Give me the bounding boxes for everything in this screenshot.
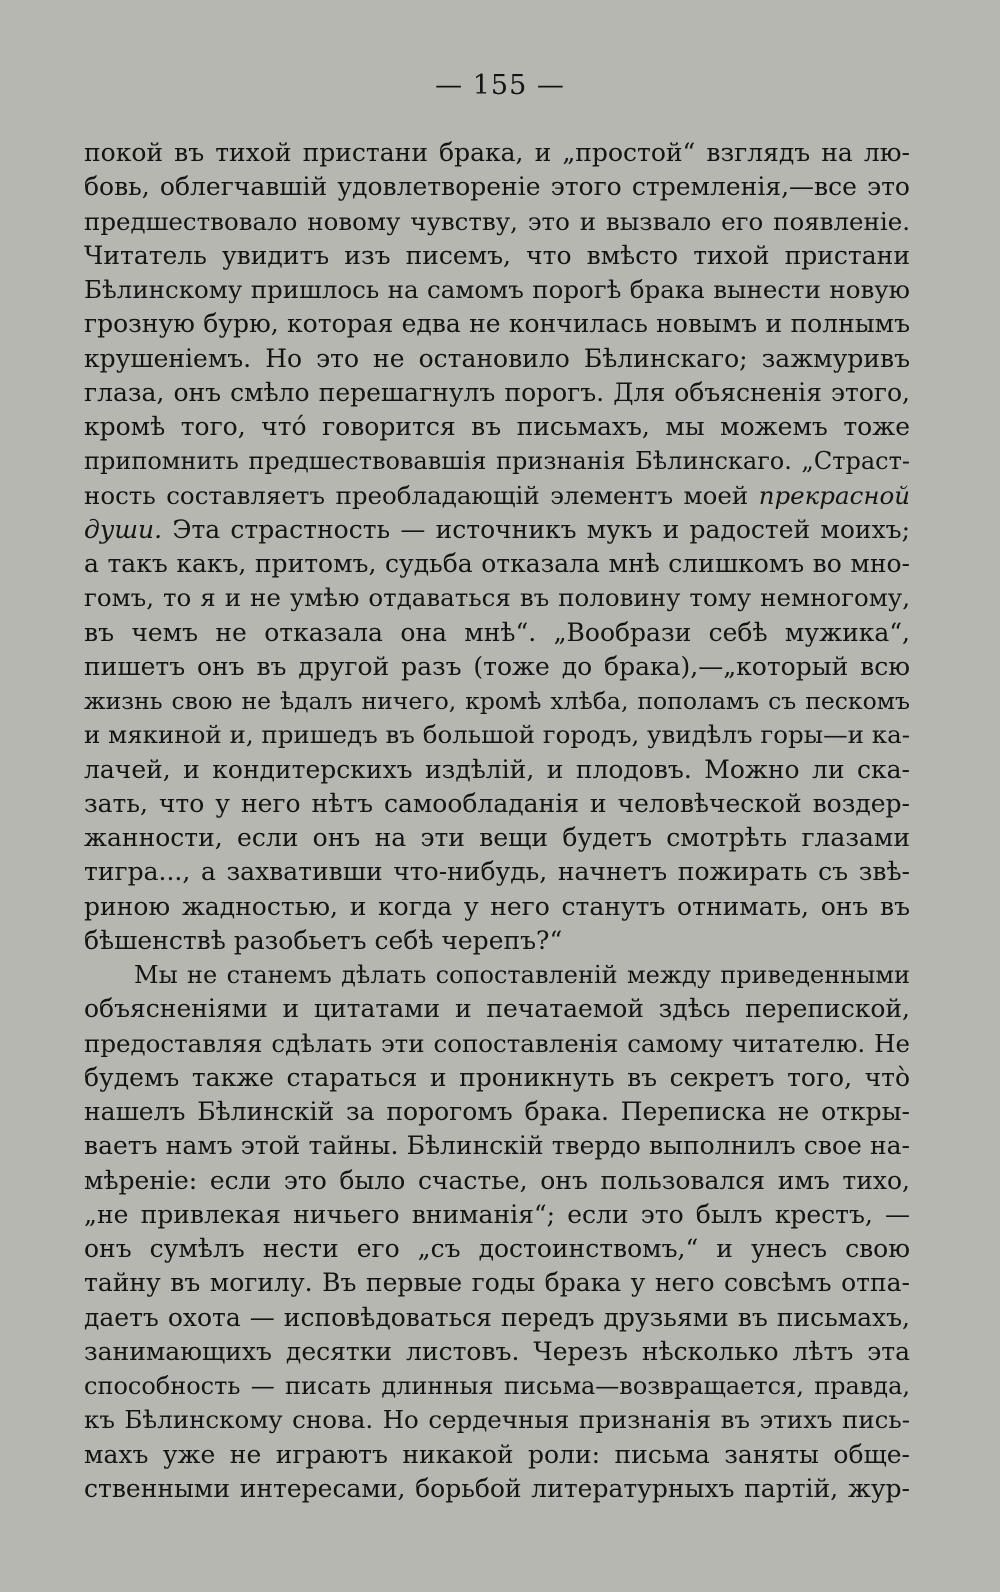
text-line [84,650,910,684]
line-text: покой въ тихой пристани брака, и „простой“ взглядъ на лю- [84,138,910,167]
line-text: зать, что у него нѣтъ самообладанія и человѣческой воздер- [84,788,910,818]
line-text: даетъ охота — исповѣдоваться передъ друзьями въ письмахъ, [84,1302,910,1332]
text-line [84,787,910,821]
text-line [84,513,910,547]
text-line [84,753,910,787]
line-text: махъ уже не играютъ никакой роли: письма заняты обще- [84,1439,910,1469]
text-line [84,376,910,410]
line-text: въ чемъ не отказала она мнѣ“. „Вообрази себѣ мужика“, [84,617,910,647]
line-text: жанности, если онъ на эти вещи будетъ смотрѣть глазами [84,823,910,852]
line-text: „не привлекая ничьего вниманія“; если это былъ крестъ, — [84,1199,910,1229]
line-text: глаза, онъ смѣло перешагнулъ порогъ. Для объясненія этого, [84,377,910,407]
line-text: припомнить предшествовавшія признанія Бѣлинскаго. „Страст- [84,447,910,476]
line-text: предоставляя сдѣлать эти сопоставленія самому читателю. Не [84,1028,910,1058]
line-text: лачей, и кондитерскихъ издѣлій, и плодовъ. Можно ли ска- [84,754,910,784]
text-line [84,1301,910,1335]
line-text: бѣшенствѣ разобьетъ себѣ черепъ?“ [84,925,563,955]
text-line [84,1198,910,1232]
line-text: занимающихъ десятки листовъ. Черезъ нѣсколько лѣтъ эта [84,1336,910,1366]
line-text: тигра..., а захвативши что-нибудь, начнетъ пожирать съ звѣ- [84,857,910,887]
italic-text: прекрасной [758,480,910,510]
line-text: жизнь свою не ѣдалъ ничего, кромѣ хлѣба, пополамъ съ пескомъ [84,687,910,715]
line-text: онъ сумѣлъ нести его „съ достоинствомъ,“ и унесъ свою [84,1234,910,1263]
text-line [84,1266,910,1300]
text-line [84,1369,910,1403]
line-text: гомъ, то я и не умѣю отдаваться въ половину тому немногому, [84,583,910,613]
text-line [84,1403,910,1437]
text-line [84,410,910,444]
text-line [84,1232,910,1266]
text-line [84,342,910,376]
page-number: — 155 — [435,70,565,101]
text-line [84,239,910,273]
line-text: мѣреніе: если это было счастье, онъ пользовался имъ тихо, [84,1165,910,1195]
text-line [84,307,910,341]
line-text: Читатель увидитъ изъ писемъ, что вмѣсто тихой пристани [84,240,910,270]
text-line [84,205,910,239]
line-text: бовь, облегчавшій удовлетвореніе этого стремленія,—все это [84,172,910,202]
text-line [84,581,910,615]
text-line [84,992,910,1026]
text-line [84,1164,910,1198]
line-text: и мякиной и, пришедъ въ большой городъ, увидѣлъ горы—и ка- [84,720,910,750]
text-line [84,1061,910,1095]
text-line [84,1472,910,1506]
text-line [84,547,910,581]
line-text: Эта страстность — источникъ мукъ и радостей моихъ; [172,514,910,544]
line-text: способность — писать длинныя письма—возвращается, правда, [84,1372,910,1400]
line-text: къ Бѣлинскому снова. Но сердечныя признанія въ этихъ пись- [84,1405,910,1435]
text-line [84,136,910,170]
text-line [84,924,910,958]
line-text: ность составляетъ преобладающій элементъ моей [84,480,749,510]
text-line [84,684,910,718]
line-text: грозную бурю, которая едва не кончилась новымъ и полнымъ [84,309,910,339]
text-line [84,821,910,855]
text-line [84,616,910,650]
text-line [84,1129,910,1163]
text-line [84,273,910,307]
italic-text: души. [84,514,163,544]
text-line [84,1335,910,1369]
line-text: Мы не станемъ дѣлать сопоставленій между приведенными [134,961,910,989]
text-line [84,170,910,204]
text-line [84,855,910,889]
line-text: Бѣлинскому пришлось на самомъ порогѣ брака вынести новую [84,275,910,304]
line-text: предшествовало новому чувству, это и вызвало его появленіе. [84,206,910,236]
text-line [84,718,910,752]
line-text: риною жадностью, и когда у него станутъ отнимать, онъ въ [84,891,910,921]
line-text: пишетъ онъ въ другой разъ (тоже до брака),—„который всю [84,651,910,681]
text-line [84,958,910,992]
text-line [84,890,910,924]
line-text: объясненіями и цитатами и печатаемой здѣсь перепиской, [84,994,910,1024]
text-line [84,1027,910,1061]
text-line [84,479,910,513]
line-text: а такъ какъ, притомъ, судьба отказала мнѣ слишкомъ во мно- [84,549,910,578]
body-text [84,136,910,1506]
line-text: ственными интересами, борьбой литературныхъ партій, жур- [84,1473,910,1503]
line-text: будемъ также стараться и проникнуть въ секретъ того, что̀ [84,1062,910,1092]
line-text: тайну въ могилу. Въ первые годы брака у него совсѣмъ отпа- [84,1268,910,1298]
text-line [84,1095,910,1129]
line-text: ваетъ намъ этой тайны. Бѣлинскій твердо выполнилъ свое на- [84,1131,910,1161]
line-text: нашелъ Бѣлинскій за порогомъ брака. Переписка не откры- [84,1097,910,1126]
text-line [84,444,910,478]
line-text: крушеніемъ. Но это не остановило Бѣлинскаго; зажмуривъ [84,343,910,373]
line-text: кромѣ того, что́ говорится въ письмахъ, мы можемъ тоже [84,412,910,441]
text-line [84,1438,910,1472]
